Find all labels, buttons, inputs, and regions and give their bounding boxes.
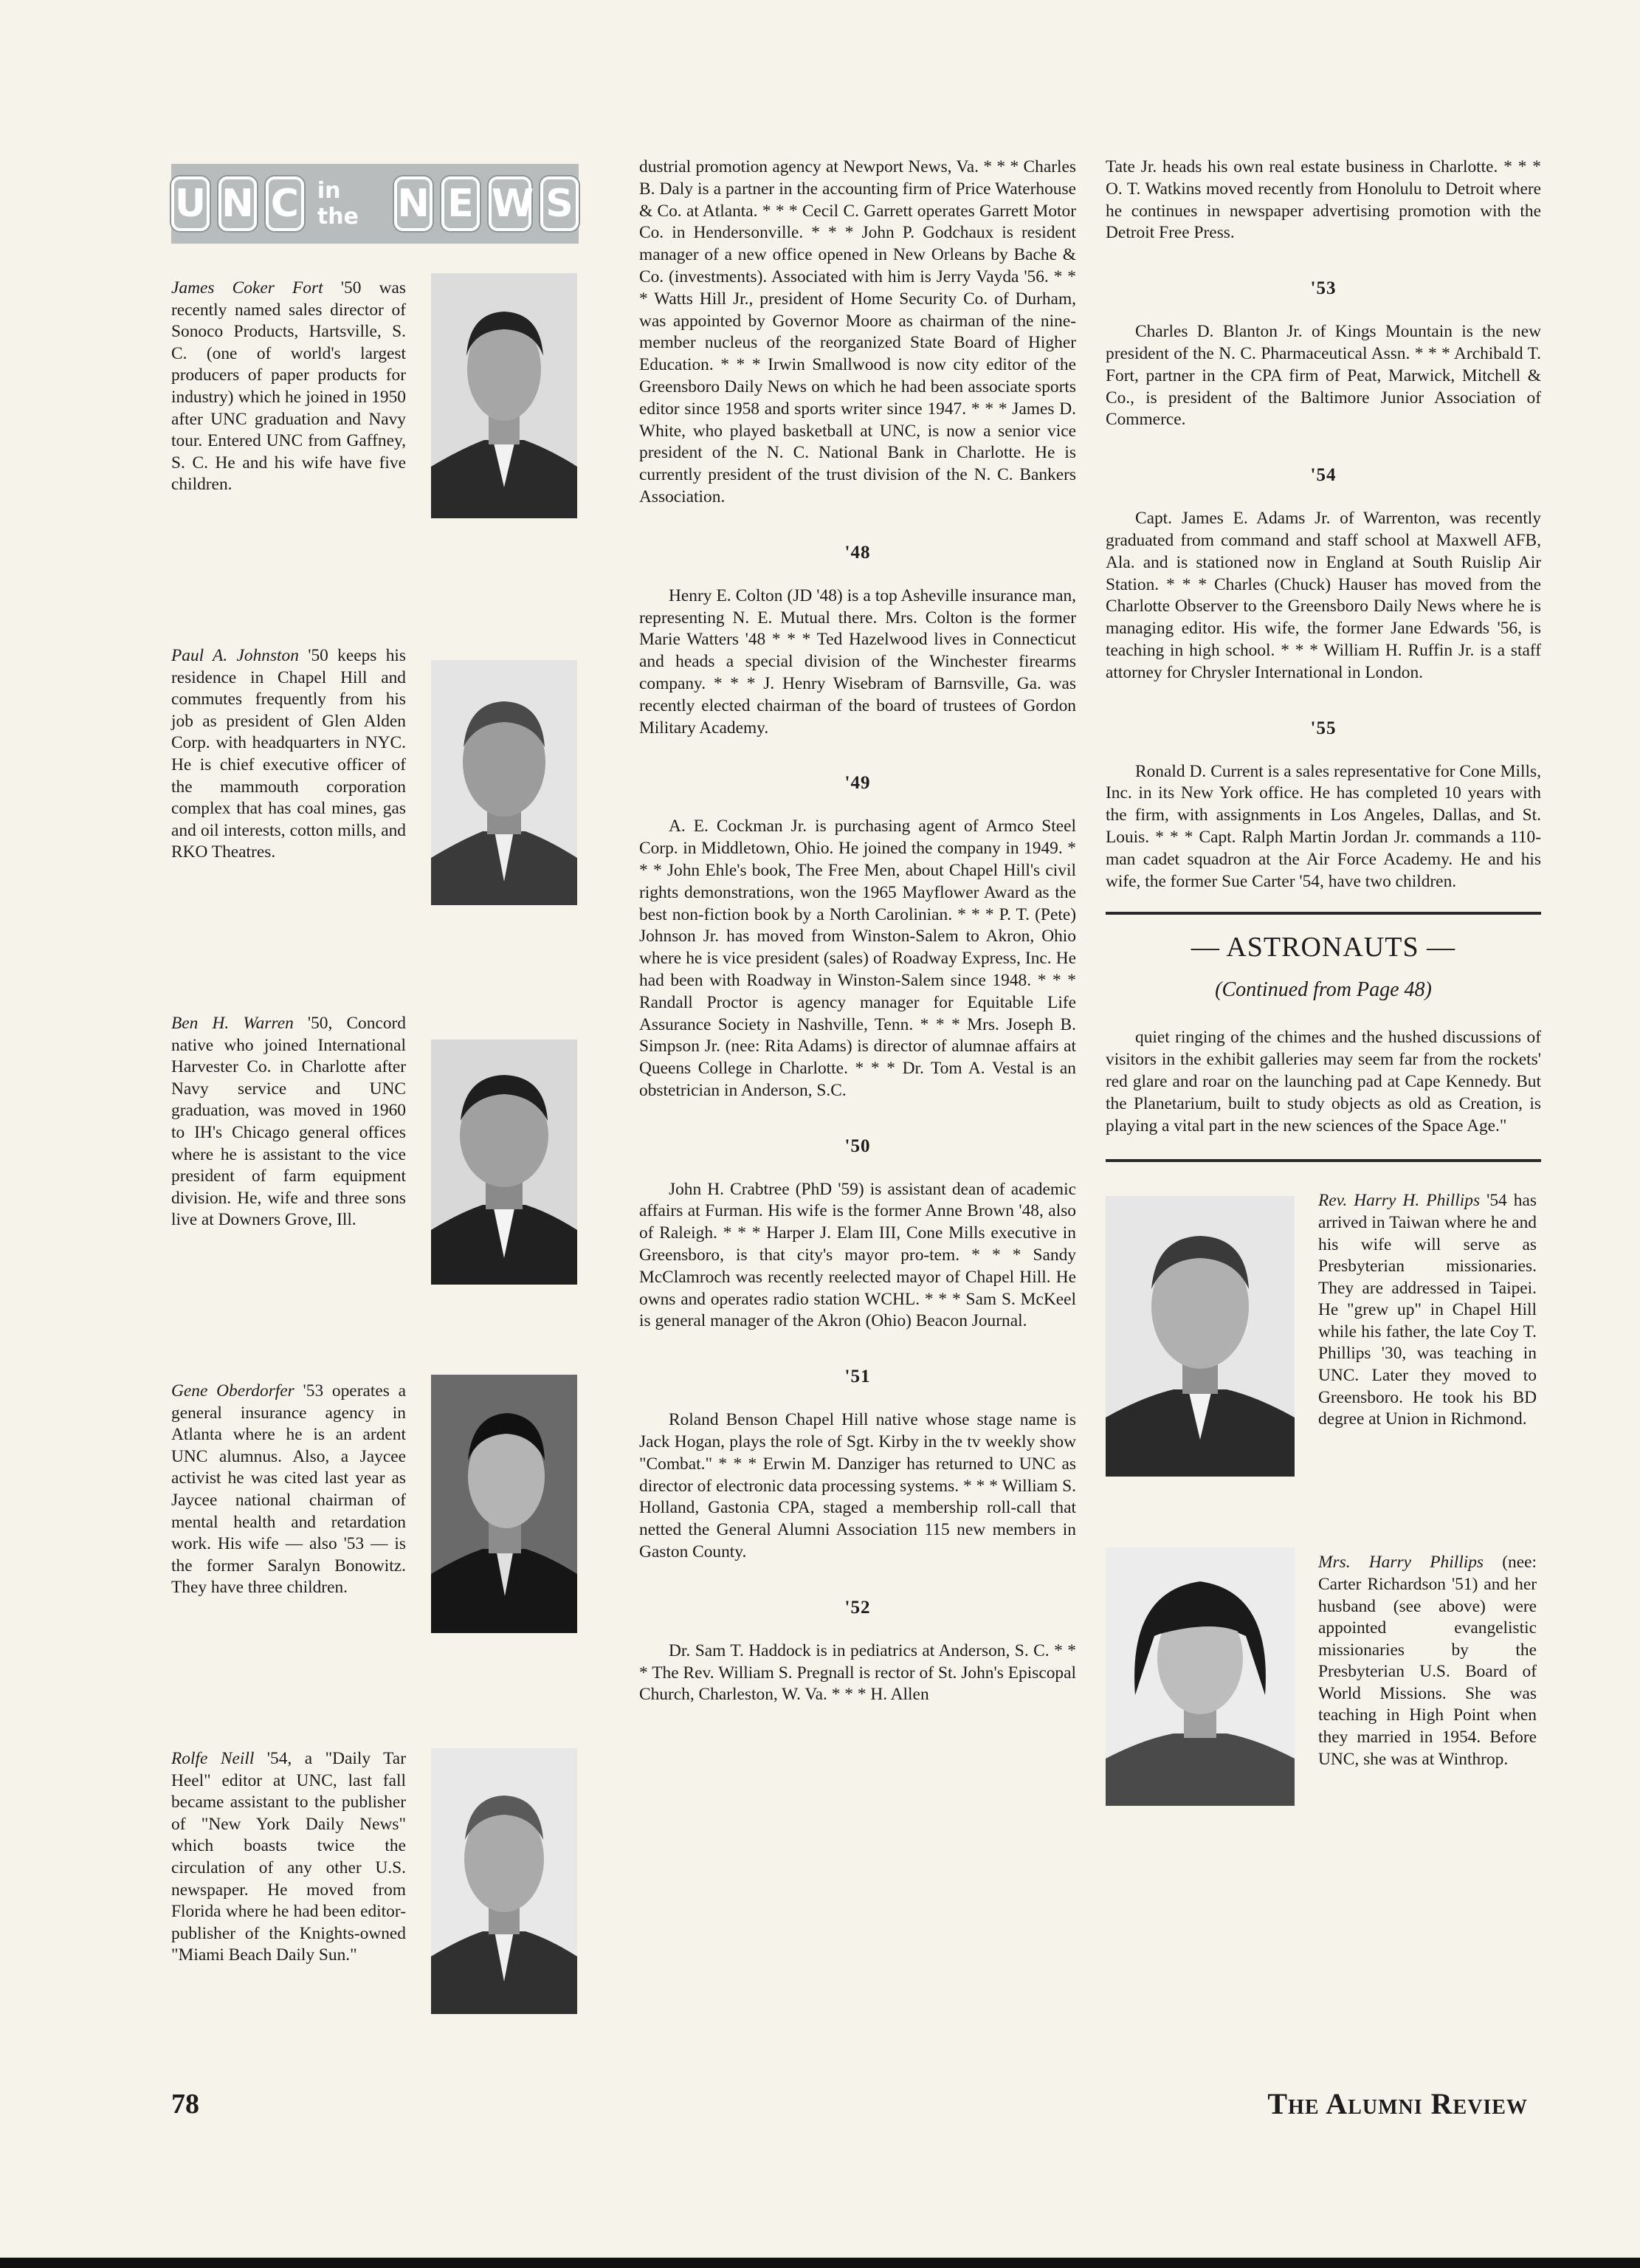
class-notes-intro: dustrial promotion agency at Newport News, Va. * * * Charles B. Daly is a partner in the accounting firm of Price Waterhouse & Co. at Atlanta. * * * Cecil C. Garrett operates Garrett Motor Co. in Hendersonville. * * * John P. Godchaux is resident manager of a new office opened in New Orleans by Bache & Co. (investments). Associated with him is Jerry Vayda '56. * * * Watts Hill Jr., president of Home Security Co. of Durham, was appointed by Governor Moore as chairman of the nine-member nucleus of the reorganized State Board of Higher Education. * * * Irwin Smallwood is now city editor of the Greensboro Daily News on which he had been associate sports editor since 1958 and sports writer since 1947. * * * James D. White, who played basketball at UNC, is now a senior vice president of the N. C. National Bank in Charlotte. He is currently president of the trust division of the N. C. Bankers Association. [639, 157, 1076, 506]
class-notes-53: Charles D. Blanton Jr. of Kings Mountain is the new president of the N. C. Pharmaceutical Assn. * * * Archibald T. Fort, partner in the CPA firm of Peat, Marwick, Mitchell & Co., is president of the Baltimore Junior Association of Commerce. [1106, 322, 1541, 430]
publication-title: The Alumni Review [1267, 2087, 1528, 2120]
class-year-heading: '49 [844, 773, 871, 794]
profile-body: '50 was recently named sales director of Sonoco Products, Hartsville, S. C. (one of world's largest producers of paper products for industry) which he joined in 1950 after UNC graduation and Navy tour. Entered UNC from Gaffney, S. C. He and his wife have five children. [171, 278, 406, 495]
class-year-heading: '48 [844, 542, 871, 563]
section-divider [1106, 912, 1541, 915]
profile-body: '53 operates a general insurance agency in Atlanta where he is an ardent UNC alumnus. Also, a Jaycee activist he was cited last year as Jaycee national chairman of mental health and retardation work. His wife — also '53 — is the former Saralyn Bonowitz. They have three children. [171, 1381, 406, 1598]
profile-mrs-phillips [1106, 1530, 1541, 1869]
profile-name: Gene Oberdorfer [171, 1381, 294, 1401]
portrait-photo-graphic [431, 273, 577, 518]
class-notes-48: Henry E. Colton (JD '48) is a top Asheville insurance man, representing N. E. Mutual there. Mrs. Colton is the former Marie Watters '48 * * * Ted Hazelwood lives in Connecticut and heads a special division of the Winchester firearms company. * * * J. Henry Wisebram of Barnsville, Ga. was recently elected chairman of the board of trustees of Gordon Military Academy. [639, 585, 1076, 738]
profile-name: James Coker Fort [171, 278, 323, 298]
class-year-heading: '52 [844, 1597, 871, 1618]
profile-oberdorfer [171, 1381, 585, 1748]
portrait-photo-graphic [1106, 1547, 1295, 1806]
portrait-photo-graphic [1106, 1196, 1295, 1477]
profile-name: Rolfe Neill [171, 1749, 255, 1768]
class-notes-51: Roland Benson Chapel Hill native whose stage name is Jack Hogan, plays the role of Sgt. Kirby in the tv weekly show "Combat." * * * Erwin M. Danziger has returned to UNC as director of electronic data processing systems. * * * William S. Holland, Gastonia CPA, staged a membership roll-call that netted the General Alumni Association 115 new members in Gaston County. [639, 1410, 1076, 1562]
profile-name: Mrs. Harry Phillips [1318, 1553, 1484, 1573]
class-year-heading: '54 [1310, 465, 1337, 486]
portrait-photo [431, 1040, 577, 1285]
portrait-photo [431, 660, 577, 905]
profile-fort [171, 278, 585, 645]
portrait-photo [1106, 1196, 1295, 1477]
unc-in-the-news-masthead [171, 164, 579, 244]
scan-edge-bar [0, 2258, 1640, 2268]
astronauts-heading: — ASTRONAUTS — [1191, 932, 1456, 963]
astronauts-body: quiet ringing of the chimes and the hushed discussions of visitors in the exhibit galleries may seem far from the rockets' red glare and roar on the launching pad at Cape Kennedy. But the Planetarium, built to study objects as old as Creation, is playing a vital part in the new sciences of the Space Age." [1106, 1028, 1541, 1135]
masthead-in-the: in the [317, 178, 359, 230]
class-year-heading: '50 [844, 1135, 871, 1156]
profile-name: Rev. Harry H. Phillips [1318, 1191, 1481, 1211]
profile-body: '50, Concord native who joined International Harvester Co. in Charlotte after Navy service and UNC graduation, was moved in 1960 to IH's Chicago general offices where he is assistant to the vice president of farm equipment division. He, wife and three sons live at Downers Grove, Ill. [171, 1014, 407, 1230]
class-notes-55: Ronald D. Current is a sales representative for Cone Mills, Inc. in its New York office. He has completed 10 years with the firm, with assignments in Los Angeles, Dallas, and St. Louis. * * * Capt. Ralph Martin Jordan Jr. commands a 110-man cadet squadron at the Air Force Academy. He and his wife, the former Sue Carter '54, have two children. [1106, 761, 1541, 891]
profile-name: Ben H. Warren [171, 1014, 294, 1033]
portrait-photo [1106, 1547, 1295, 1806]
profile-body: (nee: Carter Richardson '51) and her husband (see above) were appointed evangelistic missionaries by the Presbyterian U.S. Board of World Missions. She was teaching in High Point when they married in 1954. Before UNC, she was at Winthrop. [1318, 1553, 1537, 1769]
right-column [1106, 157, 1541, 1869]
profile-text [1318, 1552, 1537, 1770]
portrait-photo [431, 1748, 577, 2014]
profile-name: Paul A. Johnston [171, 646, 299, 665]
portrait-photo [431, 273, 577, 518]
profile-body: '54 has arrived in Taiwan where he and his wife will serve as Presbyterian missionaries. They are addressed in Taipei. He "grew up" in Chapel Hill while his father, the late Coy T. Phillips '30, was teaching in UNC. Later they moved to Greensboro. He took his BD degree at Union in Richmond. [1318, 1191, 1537, 1429]
middle-column [639, 157, 1076, 1706]
profile-neill [171, 1748, 585, 2116]
profile-johnston [171, 645, 585, 1013]
profile-text [171, 1748, 406, 1967]
class-year-heading: '51 [844, 1367, 871, 1387]
profile-harry-phillips [1106, 1190, 1541, 1530]
profile-warren [171, 1013, 585, 1381]
class-year-heading: '53 [1310, 278, 1337, 299]
masthead-letter: S [540, 176, 579, 231]
profile-text [171, 278, 406, 496]
portrait-photo [431, 1375, 577, 1633]
class-notes-49: A. E. Cockman Jr. is purchasing agent of Armco Steel Corp. in Middletown, Ohio. He joined the company in 1949. * * * John Ehle's book, The Free Men, about Chapel Hill's civil rights demonstrations, won the 1965 Mayflower Award as the best non-fiction book by a North Carolinian. * * * P. T. (Pete) Johnson Jr. has moved from Winston-Salem to Akron, Ohio where he is vice president (sales) of Roadway Express, Inc. He had been with Roadway in Winston-Salem since 1948. * * * Randall Proctor is agency manager for Equitable Life Assurance Society in Nashville, Tenn. * * * Mrs. Joseph B. Simpson Jr. (nee: Rita Adams) is director of alumnae affairs at Queens College in Charlotte. * * * Dr. Tom A. Vestal is an obstetrician in Anderson, S.C. [639, 817, 1076, 1100]
class-notes-50: John H. Crabtree (PhD '59) is assistant dean of academic affairs at Furman. His wife is the former Anne Brown '48, also of Raleigh. * * * Harper J. Elam III, Cone Mills executive in Greensboro, is that city's mayor pro-tem. * * * Sandy McClamroch was recently reelected mayor of Chapel Hill. He owns and operates radio station WCHL. * * * Sam S. McKeel is general manager of the Akron (Ohio) Beacon Journal. [639, 1179, 1076, 1331]
masthead-letter: C [266, 176, 304, 231]
astronauts-continued: (Continued from Page 48) [1215, 978, 1432, 1002]
class-notes-intro: Tate Jr. heads his own real estate business in Charlotte. * * * O. T. Watkins moved recently from Honolulu to Detroit where he continues in newspaper advertising promotion with the Detroit Free Press. [1106, 157, 1541, 243]
profile-body: '54, a "Daily Tar Heel" editor at UNC, last fall became assistant to the publisher of "New York Daily News" which boasts twice the circulation of any other U.S. newspaper. He moved from Florida where he had been editor-publisher of the Knights-owned "Miami Beach Daily Sun." [171, 1749, 406, 1965]
class-notes-54: Capt. James E. Adams Jr. of Warrenton, was recently graduated from command and staff school at Maxwell AFB, Ala. and is stationed now in England at South Ruislip Air Station. * * * Charles (Chuck) Hauser has moved from the Charlotte Observer to the Greensboro Daily News where he is managing editor. His wife, the former Jane Edwards '56, is teaching in high school. * * * William H. Ruffin Jr. is a staff attorney for Chrysler International in London. [1106, 509, 1541, 682]
profile-text [171, 645, 406, 864]
section-divider [1106, 1159, 1541, 1162]
masthead-letter: W [489, 176, 531, 231]
portrait-photo-graphic [431, 660, 577, 905]
profile-text [171, 1381, 406, 1599]
portrait-photo-graphic [431, 1040, 577, 1285]
masthead-letter: E [441, 176, 480, 231]
page-number: 78 [171, 2089, 199, 2120]
masthead-letter: N [394, 176, 433, 231]
portrait-photo-graphic [431, 1375, 577, 1633]
masthead-letter: N [218, 176, 257, 231]
masthead-letter: U [171, 176, 210, 231]
profile-body: '50 keeps his residence in Chapel Hill and commutes frequently from his job as president of Glen Alden Corp. with headquarters in NYC. He is chief executive officer of the mammouth corporation complex that has coal mines, gas and oil interests, cotton mills, and RKO Theatres. [171, 646, 407, 862]
profile-text [171, 1013, 406, 1231]
portrait-photo-graphic [431, 1748, 577, 2014]
profile-text [1318, 1190, 1537, 1431]
class-year-heading: '55 [1310, 718, 1337, 738]
left-column [171, 164, 585, 2116]
class-notes-52: Dr. Sam T. Haddock is in pediatrics at Anderson, S. C. * * * The Rev. William S. Pregnall is rector of St. John's Episcopal Church, Charleston, W. Va. * * * H. Allen [639, 1640, 1076, 1705]
